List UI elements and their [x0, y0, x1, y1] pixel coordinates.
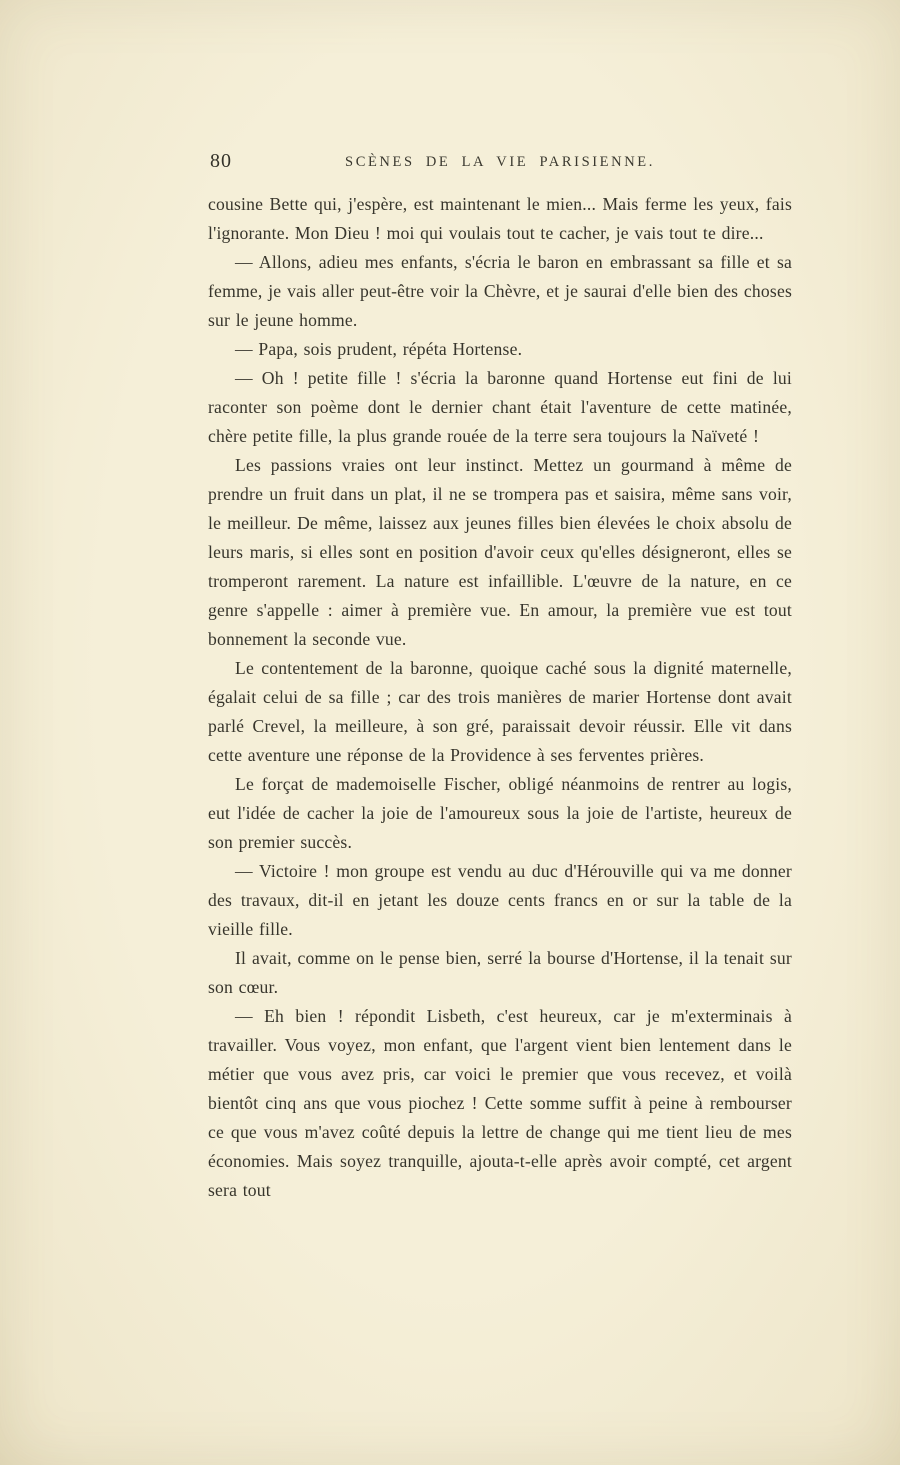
paragraph: — Eh bien ! répondit Lisbeth, c'est heureux, car je m'exterminais à travailler. Vous voyez, mon enfant, que l'argent vient bien lentement dans le métier que vous avez pris, car voici le premier que vous recevez, et voilà bientôt cinq ans que vous piochez ! Cette somme suffit à peine à rembourser ce que vous m'avez coûté depuis la lettre de change qui me tient lieu de mes économies. Mais soyez tranquille, ajouta-t-elle après avoir compté, cet argent sera tout [208, 1006, 792, 1200]
paragraph: Le contentement de la baronne, quoique caché sous la dignité maternelle, égalait celui de sa fille ; car des trois manières de marier Hortense dont avait parlé Crevel, la meilleure, à son gré, paraissait devoir réussir. Elle vit dans cette aventure une réponse de la Providence à ses ferventes prières. [208, 658, 792, 765]
paragraph: — Victoire ! mon groupe est vendu au duc d'Hérouville qui va me donner des travaux, dit-il en jetant les douze cents francs en or sur la table de la vieille fille. [208, 861, 792, 939]
paragraph: Le forçat de mademoiselle Fischer, obligé néanmoins de rentrer au logis, eut l'idée de cacher la joie de l'amoureux sous la joie de l'artiste, heureux de son premier succès. [208, 774, 792, 852]
paragraph: Il avait, comme on le pense bien, serré la bourse d'Hortense, il la tenait sur son cœur. [208, 948, 792, 997]
paragraph: — Allons, adieu mes enfants, s'écria le baron en embrassant sa fille et sa femme, je vais aller peut-être voir la Chèvre, et je saurai d'elle bien des choses sur le jeune homme. [208, 252, 792, 330]
running-header [208, 150, 792, 180]
page-number: 80 [210, 150, 232, 172]
paragraph: cousine Bette qui, j'espère, est maintenant le mien... Mais ferme les yeux, fais l'ignorante. Mon Dieu ! moi qui voulais tout te cacher, je vais tout te dire... [208, 194, 792, 243]
running-header-title: SCÈNES DE LA VIE PARISIENNE. [345, 154, 655, 170]
text-block [208, 150, 792, 1205]
body-text [208, 190, 792, 1205]
paragraph: Les passions vraies ont leur instinct. Mettez un gourmand à même de prendre un fruit dans un plat, il ne se trompera pas et saisira, même sans voir, le meilleur. De même, laissez aux jeunes filles bien élevées le choix absolu de leurs maris, si elles sont en position d'avoir ceux qu'elles désigneront, elles se tromperont rarement. La nature est infaillible. L'œuvre de la nature, en ce genre s'appelle : aimer à première vue. En amour, la première vue est tout bonnement la seconde vue. [208, 455, 792, 649]
paragraph: — Oh ! petite fille ! s'écria la baronne quand Hortense eut fini de lui raconter son poème dont le dernier chant était l'aventure de cette matinée, chère petite fille, la plus grande rouée de la terre sera toujours la Naïveté ! [208, 368, 792, 446]
paragraph: — Papa, sois prudent, répéta Hortense. [235, 339, 523, 359]
